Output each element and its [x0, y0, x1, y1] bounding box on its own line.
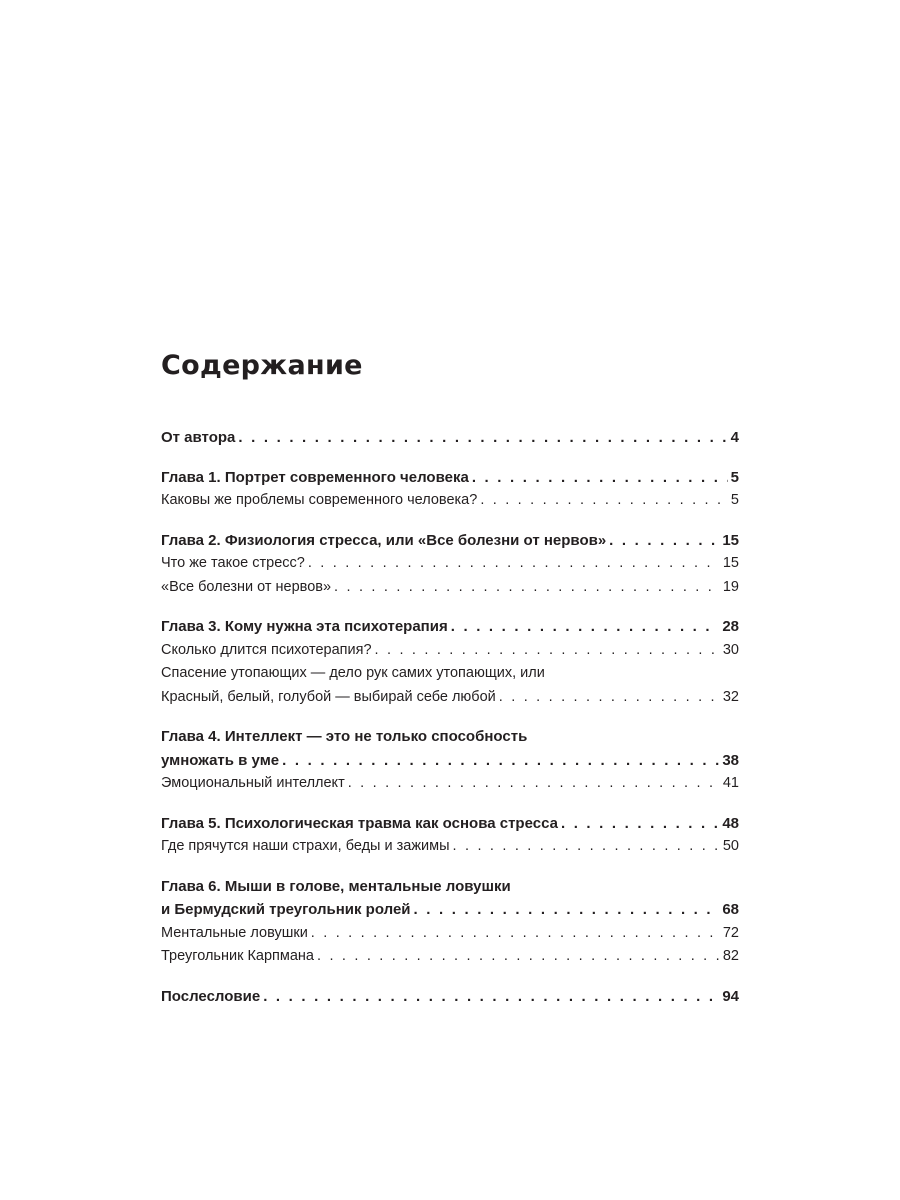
toc-entry-chapter-5[interactable]	[161, 812, 739, 836]
toc-page-number: 41	[722, 775, 739, 791]
toc-entry-label: Треугольник Карпмана	[161, 948, 315, 964]
toc-group-chapter-3	[161, 615, 739, 709]
toc-page-number: 5	[730, 492, 739, 508]
toc-page-number: 50	[722, 838, 739, 854]
toc-page-number: 5	[730, 468, 739, 486]
toc-entry-label: От автора	[161, 429, 236, 446]
toc-entry-chapter-2[interactable]	[161, 529, 739, 553]
toc-entry-section[interactable]	[161, 686, 739, 710]
toc-entry-label: «Все болезни от нервов»	[161, 578, 332, 595]
dot-leader	[451, 615, 720, 639]
toc-entry-section[interactable]	[161, 772, 739, 796]
toc-entry-author[interactable]	[161, 426, 739, 450]
toc-entry-chapter-3[interactable]	[161, 615, 739, 639]
toc-page-number: 82	[722, 948, 739, 964]
toc-entry-label: Эмоциональный интеллект	[161, 775, 345, 791]
toc-page-number: 68	[722, 901, 739, 918]
toc-entry-section[interactable]	[161, 945, 739, 969]
toc-group-afterword	[161, 985, 739, 1009]
toc-entry-section[interactable]	[161, 552, 739, 576]
toc-entry-label: Ментальные ловушки	[161, 924, 308, 941]
toc-page-number: 32	[722, 688, 739, 705]
toc-page-number: 4	[730, 429, 739, 446]
toc-entry-label: Каковы же проблемы современного человека?	[161, 492, 478, 508]
toc-page-number: 15	[722, 555, 739, 571]
toc-entry-label: Что же такое стресс?	[161, 555, 305, 571]
dot-leader	[334, 576, 720, 600]
toc-page-number: 48	[722, 814, 739, 832]
dot-leader	[311, 922, 720, 946]
dot-leader	[375, 639, 720, 663]
toc-page-number: 28	[722, 618, 739, 635]
dot-leader	[348, 772, 720, 796]
toc-entry-chapter-4[interactable]	[161, 749, 739, 773]
toc-group-author	[161, 426, 739, 450]
toc-entry-section[interactable]	[161, 922, 739, 946]
toc-entry-label: Где прячутся наши страхи, беды и зажимы	[161, 838, 450, 854]
dot-leader	[308, 552, 720, 576]
toc-group-chapter-5	[161, 812, 739, 859]
dot-leader	[238, 426, 727, 450]
dot-leader	[414, 898, 720, 922]
toc-group-chapter-6	[161, 875, 739, 969]
toc-page-number: 38	[722, 751, 739, 769]
toc-entry-section[interactable]	[161, 489, 739, 513]
toc-entry-label: Глава 2. Физиология стресса, или «Все болезни от нервов»	[161, 531, 607, 549]
toc-page-number: 30	[722, 641, 739, 658]
toc-page-number: 94	[722, 987, 739, 1005]
toc-page-number: 15	[722, 531, 739, 549]
dot-leader	[453, 835, 720, 859]
toc-entry-afterword[interactable]	[161, 985, 739, 1009]
dot-leader	[480, 489, 728, 513]
toc-entry-label: Сколько длится психотерапия?	[161, 641, 372, 658]
toc-entry-label: Глава 5. Психологическая травма как основа стресса	[161, 814, 558, 832]
toc-entry-chapter-4-line-1[interactable]: Глава 4. Интеллект — это не только способность	[161, 728, 528, 745]
dot-leader	[561, 812, 719, 836]
dot-leader	[263, 985, 719, 1009]
toc-entry-section-line-1[interactable]: Спасение утопающих — дело рук самих утопающих, или	[161, 665, 545, 681]
toc-page-number: 72	[722, 924, 739, 941]
toc-entry-label: Послесловие	[161, 987, 261, 1005]
toc-entry-label: Глава 3. Кому нужна эта психотерапия	[161, 618, 448, 635]
toc-entry-chapter-6[interactable]	[161, 898, 739, 922]
table-of-contents	[161, 426, 739, 1024]
dot-leader	[317, 945, 720, 969]
toc-group-chapter-1	[161, 466, 739, 513]
dot-leader	[499, 686, 720, 710]
toc-group-chapter-4	[161, 725, 739, 796]
toc-page-number: 19	[722, 578, 739, 595]
toc-entry-label: умножать в уме	[161, 751, 280, 769]
dot-leader	[472, 466, 728, 490]
toc-group-chapter-2	[161, 529, 739, 600]
toc-entry-section[interactable]	[161, 835, 739, 859]
dot-leader	[609, 529, 719, 553]
toc-entry-label: Глава 1. Портрет современного человека	[161, 468, 469, 486]
dot-leader	[282, 749, 719, 773]
toc-entry-label: Красный, белый, голубой — выбирай себе любой	[161, 688, 496, 705]
page-title: Содержание	[161, 350, 363, 381]
toc-entry-chapter-6-line-1[interactable]: Глава 6. Мыши в голове, ментальные ловушки	[161, 877, 511, 895]
toc-entry-section[interactable]	[161, 576, 739, 600]
toc-entry-chapter-1[interactable]	[161, 466, 739, 490]
toc-entry-label: и Бермудский треугольник ролей	[161, 901, 411, 918]
toc-entry-section[interactable]	[161, 639, 739, 663]
